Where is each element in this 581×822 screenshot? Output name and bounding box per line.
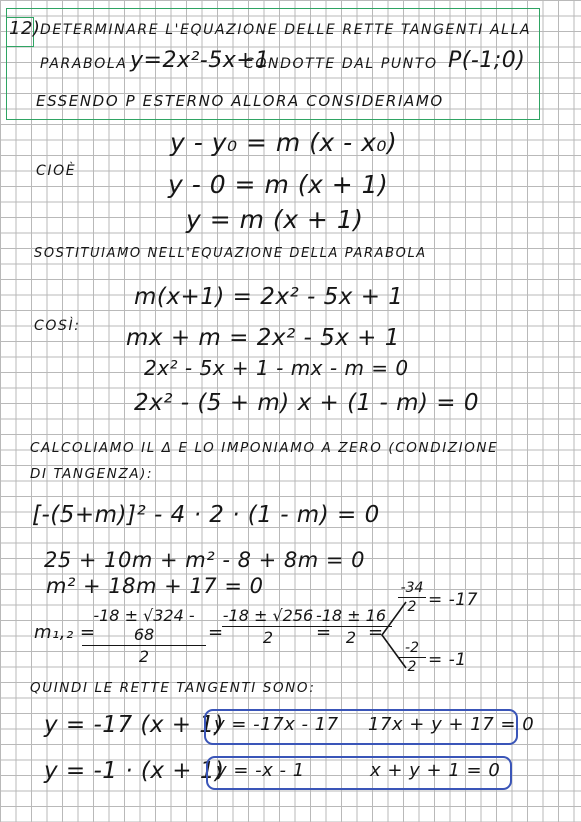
- delta-text-2: DI TANGENZA):: [30, 466, 154, 482]
- cioe-eq2: y = m (x + 1): [186, 205, 364, 234]
- tangent-1-explicit: y = -17x - 17: [214, 714, 339, 735]
- cioe-label: CIOÈ: [36, 163, 77, 179]
- substitute-text: SOSTITUIAMO NELL'EQUAZIONE DELLA PARABOLA: [34, 246, 427, 261]
- cosi-label: COSÌ:: [34, 318, 81, 334]
- tangent-2-explicit: y = -x - 1: [216, 760, 305, 781]
- problem-point: P(-1;0): [448, 48, 526, 73]
- solution-2-fraction: [398, 640, 426, 675]
- fraction-1-denominator: 2: [138, 647, 150, 666]
- fraction-2: [222, 606, 314, 647]
- m-label: m₁,₂ =: [34, 622, 96, 643]
- sub-eq3: 2x² - 5x + 1 - mx - m = 0: [144, 356, 409, 380]
- delta-eq3: m² + 18m + 17 = 0: [46, 574, 264, 598]
- sub-eq2: mx + m = 2x² - 5x + 1: [126, 325, 400, 351]
- solution-1-fraction: [398, 580, 426, 615]
- equals-2: =: [316, 622, 332, 643]
- fraction-1-numerator: -18 ± √324 - 68: [93, 606, 195, 644]
- solution-1-value: = -17: [428, 590, 478, 610]
- equals-3: =: [368, 622, 384, 643]
- solution-1-numerator: -34: [400, 580, 424, 596]
- fraction-1: [82, 606, 206, 666]
- fraction-1-bar: [82, 645, 206, 646]
- fraction-2-denominator: 2: [262, 628, 274, 647]
- tangent-2-substituted: y = -1 · (x + 1): [44, 758, 225, 784]
- fraction-2-numerator: -18 ± √256: [222, 606, 314, 625]
- exercise-number: 12): [9, 18, 41, 39]
- tangent-1-implicit: 17x + y + 17 = 0: [368, 714, 535, 735]
- delta-eq1: [-(5+m)]² - 4 · 2 · (1 - m) = 0: [32, 502, 380, 528]
- problem-line-2-word: PARABOLA: [40, 56, 128, 72]
- sub-eq4: 2x² - (5 + m) x + (1 - m) = 0: [134, 390, 480, 416]
- solution-2-denominator: 2: [407, 659, 417, 675]
- solution-2-value: = -1: [428, 650, 467, 670]
- solution-1-denominator: 2: [407, 599, 417, 615]
- line-formula: y - y₀ = m (x - x₀): [170, 128, 398, 157]
- tangent-1-substituted: y = -17 (x + 1): [44, 712, 224, 738]
- fraction-3-denominator: 2: [345, 628, 357, 647]
- fraction-3-numerator: -18 ± 16: [315, 606, 387, 625]
- solution-2-numerator: -2: [405, 640, 419, 656]
- delta-text-1: CALCOLIAMO IL Δ E LO IMPONIAMO A ZERO (CONDIZIONE: [30, 440, 499, 456]
- equals-1: =: [208, 622, 224, 643]
- problem-line-2-rest: CONDOTTE DAL PUNTO: [244, 56, 438, 72]
- tangent-2-implicit: x + y + 1 = 0: [370, 760, 501, 781]
- sub-eq1: m(x+1) = 2x² - 5x + 1: [134, 284, 404, 310]
- fraction-2-bar: [222, 626, 314, 627]
- problem-parabola-equation: y=2x²-5x+1: [130, 48, 270, 73]
- conclusion-text: QUINDI LE RETTE TANGENTI SONO:: [30, 680, 316, 696]
- solution-1-bar: [398, 597, 426, 598]
- intro-text: ESSENDO P ESTERNO ALLORA CONSIDERIAMO: [36, 92, 444, 110]
- problem-line-1: DETERMINARE L'EQUAZIONE DELLE RETTE TANGENTI ALLA: [40, 22, 532, 38]
- cioe-eq1: y - 0 = m (x + 1): [168, 170, 389, 199]
- solution-2-bar: [398, 657, 426, 658]
- delta-eq2: 25 + 10m + m² - 8 + 8m = 0: [44, 548, 366, 572]
